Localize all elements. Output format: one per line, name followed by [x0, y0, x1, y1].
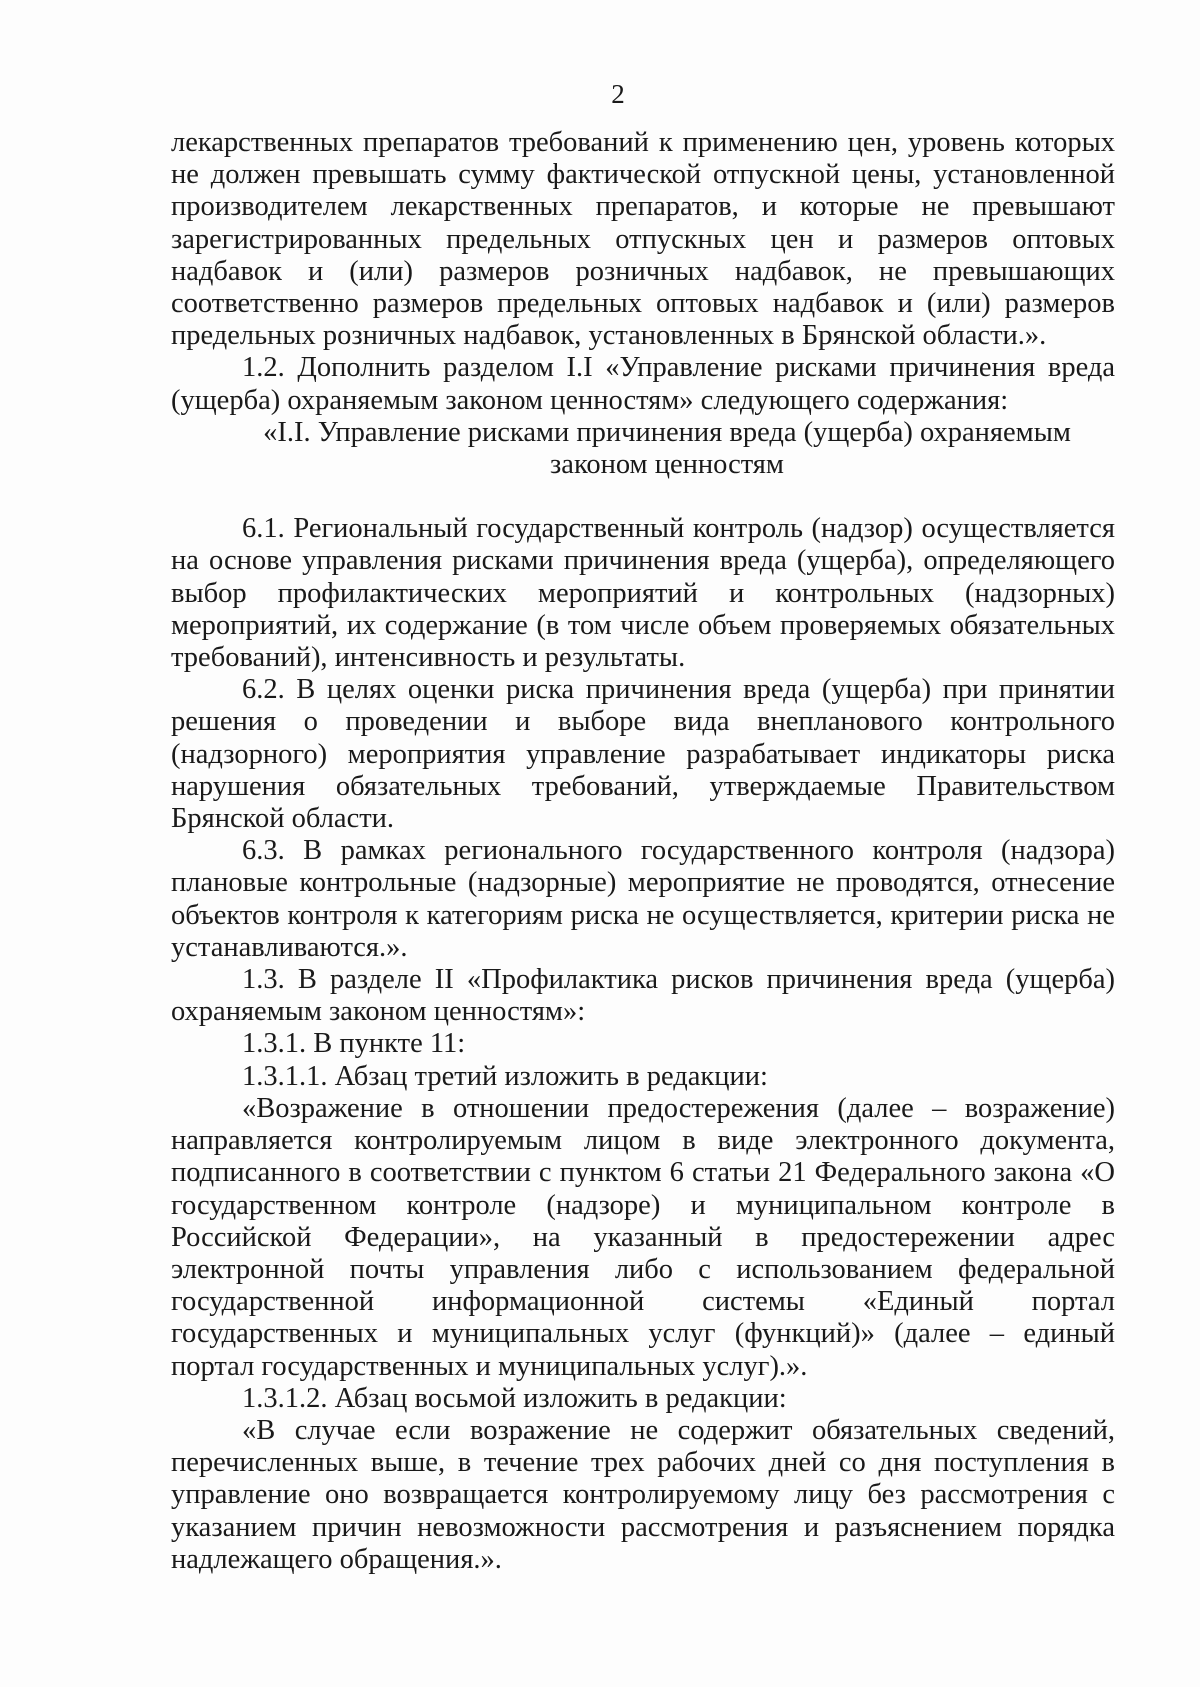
- paragraph-1-3: 1.3. В разделе II «Профилактика рисков причинения вреда (ущерба) охраняемым законом ценностям»:: [171, 964, 1115, 1028]
- paragraph-1-3-1: 1.3.1. В пункте 11:: [242, 1028, 466, 1060]
- paragraph-continuation: лекарственных препаратов требований к применению цен, уровень которых не должен превышать сумму фактической отпускной цены, установленной производителем лекарственных препаратов, и которые не превышают зарегистрированных предельных отпускных цен и размеров оптовых надбавок и (или) размеров розничных надбавок, не превышающих соответственно размеров предельных оптовых надбавок и (или) размеров предельных розничных надбавок, установленных в Брянской области.».: [171, 127, 1115, 352]
- paragraph-1-3-1-2: 1.3.1.2. Абзац восьмой изложить в редакции:: [242, 1382, 787, 1414]
- paragraph-return-text: «В случае если возражение не содержит обязательных сведений, перечисленных выше, в течение трех рабочих дней со дня поступления в управление оно возвращается контролируемому лицу без рассмотрения с указанием причин невозможности рассмотрения и разъяснением порядка надлежащего обращения.».: [171, 1414, 1115, 1575]
- paragraph-6-1: 6.1. Региональный государственный контроль (надзор) осуществляется на основе управления рисками причинения вреда (ущерба), определяющего выбор профилактических мероприятий и контрольных (надзорных) мероприятий, их содержание (в том числе объем проверяемых обязательных требований), интенсивность и результаты.: [171, 513, 1115, 674]
- page-number: 2: [611, 79, 625, 109]
- paragraph-6-3: 6.3. В рамках регионального государственного контроля (надзора) плановые контрольные (надзорные) мероприятие не проводятся, отнесение объектов контроля к категориям риска не осуществляется, критерии риска не устанавливаются.».: [171, 835, 1115, 963]
- document-body: [171, 127, 1115, 1576]
- section-heading-line-2: законом ценностям: [550, 449, 784, 481]
- paragraph-objection-text: «Возражение в отношении предостережения (далее – возражение) направляется контролируемым лицом в виде электронного документа, подписанного в соответствии с пунктом 6 статьи 21 Федерального закона «О государственном контроле (надзоре) и муниципальном контроле в Российской Федерации», на указанный в предостережении адрес электронной почты управления либо с использованием федеральной государственной информационной системы «Единый портал государственных и муниципальных услуг (функций)» (далее – единый портал государственных и муниципальных услуг).».: [171, 1092, 1115, 1382]
- paragraph-6-2: 6.2. В целях оценки риска причинения вреда (ущерба) при принятии решения о проведении и выборе вида внепланового контрольного (надзорного) мероприятия управление разрабатывает индикаторы риска нарушения обязательных требований, утверждаемые Правительством Брянской области.: [171, 674, 1115, 835]
- paragraph-1-2: 1.2. Дополнить разделом I.I «Управление рисками причинения вреда (ущерба) охраняемым законом ценностям» следующего содержания:: [171, 352, 1115, 416]
- section-heading-line-1: «I.I. Управление рисками причинения вреда (ущерба) охраняемым: [263, 416, 1071, 448]
- paragraph-1-3-1-1: 1.3.1.1. Абзац третий изложить в редакции:: [242, 1060, 768, 1092]
- blank-line: [171, 481, 1115, 513]
